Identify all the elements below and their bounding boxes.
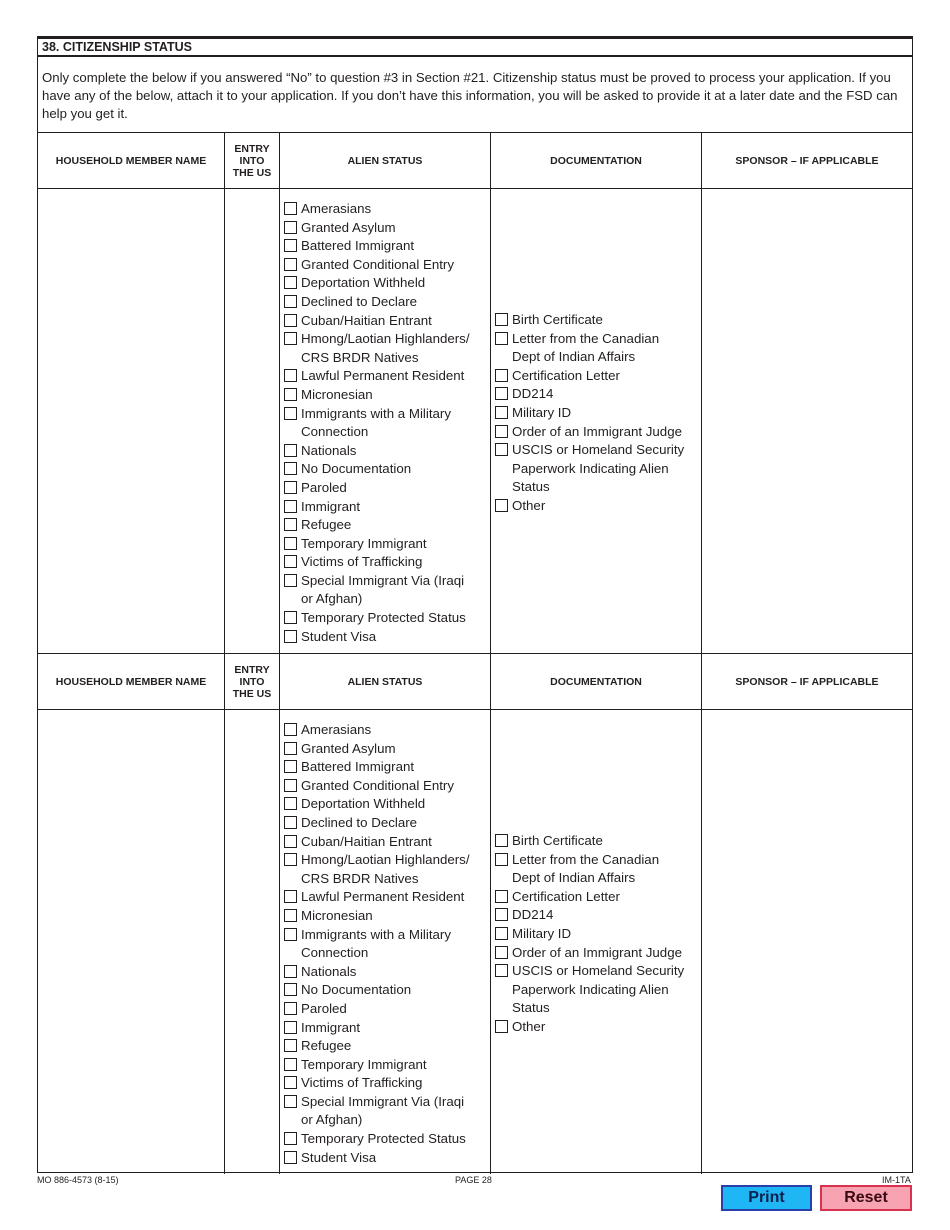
alien-status-option[interactable] <box>284 795 470 814</box>
option-label-line: No Documentation <box>301 982 412 998</box>
option-label-line: Hmong/Laotian Highlanders/ <box>301 331 470 347</box>
form-number: MO 886-4573 (8-15) <box>37 1175 119 1185</box>
option-label-line: Lawful Permanent Resident <box>301 368 465 384</box>
citizenship-status-form <box>37 36 913 1173</box>
option-label <box>301 330 470 367</box>
checkbox[interactable] <box>284 481 297 494</box>
checkbox[interactable] <box>284 1076 297 1089</box>
option-label <box>301 1019 360 1038</box>
alien-status-option[interactable] <box>284 386 470 405</box>
col-divider-2 <box>279 132 280 1174</box>
option-label-line: Paperwork Indicating Alien <box>512 460 669 476</box>
option-label-line: Connection <box>301 424 369 440</box>
option-label-line: Granted Asylum <box>301 219 396 235</box>
option-label <box>512 851 659 888</box>
option-label <box>512 441 684 497</box>
documentation-option[interactable] <box>495 497 684 516</box>
header-household-member-name: HOUSEHOLD MEMBER NAME <box>55 154 207 167</box>
option-label-line: Hmong/Laotian Highlanders/ <box>301 852 470 868</box>
checkbox[interactable] <box>495 443 508 456</box>
option-label <box>512 330 659 367</box>
option-label <box>301 833 432 852</box>
alien-status-option[interactable] <box>284 367 470 386</box>
option-label-line: No Documentation <box>301 461 412 477</box>
checkbox[interactable] <box>495 406 508 419</box>
checkbox[interactable] <box>495 908 508 921</box>
option-label <box>301 758 414 777</box>
checkbox[interactable] <box>284 928 297 941</box>
option-label <box>301 553 422 572</box>
option-label-line: or Afghan) <box>301 1112 363 1128</box>
header-alien-status: ALIEN STATUS <box>347 675 423 688</box>
option-label-line: Student Visa <box>301 1149 377 1165</box>
checkbox[interactable] <box>284 1039 297 1052</box>
option-label <box>512 925 571 944</box>
option-label-line: Letter from the Canadian <box>512 851 660 867</box>
sponsor-field-2[interactable] <box>702 710 912 1174</box>
checkbox[interactable] <box>495 499 508 512</box>
alien-status-option[interactable] <box>284 237 470 256</box>
alien-status-option[interactable] <box>284 1056 470 1075</box>
checkbox[interactable] <box>495 369 508 382</box>
option-label <box>301 814 417 833</box>
option-label-line: Order of an Immigrant Judge <box>512 423 682 439</box>
checkbox[interactable] <box>495 927 508 940</box>
option-label-line: Connection <box>301 945 369 961</box>
option-label <box>512 423 682 442</box>
documentation-option[interactable] <box>495 906 684 925</box>
header-documentation: DOCUMENTATION <box>550 154 642 167</box>
alien-status-option[interactable] <box>284 1093 470 1130</box>
option-label-line: Dept of Indian Affairs <box>512 870 636 886</box>
alien-status-option[interactable] <box>284 888 470 907</box>
checkbox[interactable] <box>284 1058 297 1071</box>
alien-status-option[interactable] <box>284 981 470 1000</box>
option-label-line: Refugee <box>301 1038 352 1054</box>
header-sponsor: SPONSOR – IF APPLICABLE <box>735 675 879 688</box>
checkbox[interactable] <box>284 388 297 401</box>
option-label <box>301 926 451 963</box>
checkbox[interactable] <box>495 425 508 438</box>
option-label-line: Amerasians <box>301 201 372 216</box>
option-label-line: Other <box>512 497 546 513</box>
option-label <box>301 888 464 907</box>
option-label-line: Letter from the Canadian <box>512 330 660 346</box>
option-label <box>301 609 466 628</box>
checkbox[interactable] <box>284 816 297 829</box>
checkbox[interactable] <box>284 1151 297 1164</box>
checkbox[interactable] <box>495 890 508 903</box>
alien-status-option[interactable] <box>284 1074 470 1093</box>
header-alien-status: ALIEN STATUS <box>347 154 423 167</box>
alien-status-option[interactable] <box>284 926 470 963</box>
option-label <box>301 1093 464 1130</box>
option-label <box>301 1130 466 1149</box>
checkbox[interactable] <box>284 202 297 215</box>
checkbox[interactable] <box>495 964 508 977</box>
checkbox[interactable] <box>495 1020 508 1033</box>
alien-status-option[interactable] <box>284 963 470 982</box>
option-label-line: Certification Letter <box>512 367 620 383</box>
option-label-line: Dept of Indian Affairs <box>512 349 636 365</box>
page-number: PAGE 28 <box>455 1175 492 1185</box>
option-label <box>301 237 414 256</box>
option-label <box>301 498 360 517</box>
checkbox[interactable] <box>284 555 297 568</box>
option-label-line: Certification Letter <box>512 888 620 904</box>
checkbox[interactable] <box>284 444 297 457</box>
option-label-line: Cuban/Haitian Entrant <box>301 833 432 849</box>
option-label <box>301 795 425 814</box>
option-label-line: Special Immigrant Via (Iraqi <box>301 572 465 588</box>
documentation-option[interactable] <box>495 385 684 404</box>
alien-status-option[interactable] <box>284 405 470 442</box>
option-label-line: Immigrant <box>301 498 361 514</box>
option-label <box>512 311 603 330</box>
form-code: IM-1TA <box>882 1175 911 1185</box>
alien-status-option[interactable] <box>284 442 470 461</box>
option-label-line: Victims of Trafficking <box>301 1075 423 1091</box>
alien-status-list-2 <box>284 721 470 1167</box>
alien-status-option[interactable] <box>284 1037 470 1056</box>
checkbox[interactable] <box>284 853 297 866</box>
alien-status-option[interactable] <box>284 460 470 479</box>
option-label-line: Status <box>512 479 550 495</box>
option-label-line: Deportation Withheld <box>301 275 426 291</box>
option-label-line: DD214 <box>512 907 554 923</box>
option-label-line: Military ID <box>512 404 572 420</box>
option-label <box>301 1056 427 1075</box>
option-label-line: Nationals <box>301 442 357 458</box>
option-label <box>512 832 603 851</box>
option-label <box>512 906 553 925</box>
option-label <box>301 460 411 479</box>
checkbox[interactable] <box>495 946 508 959</box>
documentation-option[interactable] <box>495 367 684 386</box>
option-label-line: Status <box>512 1000 550 1016</box>
option-label <box>301 256 454 275</box>
option-label <box>512 962 684 1018</box>
checkbox[interactable] <box>284 890 297 903</box>
documentation-option[interactable] <box>495 441 684 497</box>
option-label-line: Amerasians <box>301 722 372 737</box>
option-label <box>301 1000 347 1019</box>
alien-status-option[interactable] <box>284 516 470 535</box>
checkbox[interactable] <box>284 276 297 289</box>
header-entry-into-us: ENTRY INTO THE US <box>232 142 272 179</box>
option-label-line: Micronesian <box>301 907 373 923</box>
entry-into-us-field-2[interactable] <box>225 710 279 1174</box>
checkbox[interactable] <box>284 518 297 531</box>
alien-status-option[interactable] <box>284 200 470 219</box>
option-label-line: Paperwork Indicating Alien <box>512 981 669 997</box>
checkbox[interactable] <box>284 835 297 848</box>
documentation-list-2 <box>495 832 684 1037</box>
alien-status-option[interactable] <box>284 330 470 367</box>
checkbox[interactable] <box>284 1095 297 1108</box>
option-label <box>301 405 451 442</box>
option-label <box>301 963 356 982</box>
alien-status-option[interactable] <box>284 312 470 331</box>
col-divider-3 <box>490 132 491 1174</box>
option-label-line: Declined to Declare <box>301 293 418 309</box>
option-label-line: Deportation Withheld <box>301 796 426 812</box>
option-label <box>301 535 427 554</box>
checkbox[interactable] <box>284 407 297 420</box>
alien-status-option[interactable] <box>284 814 470 833</box>
documentation-option[interactable] <box>495 925 684 944</box>
option-label <box>301 516 351 535</box>
alien-status-option[interactable] <box>284 628 470 647</box>
checkbox[interactable] <box>284 258 297 271</box>
checkbox[interactable] <box>284 239 297 252</box>
checkbox[interactable] <box>284 500 297 513</box>
checkbox[interactable] <box>284 611 297 624</box>
option-label-line: Temporary Immigrant <box>301 535 427 551</box>
alien-status-option[interactable] <box>284 1019 470 1038</box>
household-member-name-field-2[interactable] <box>38 710 224 1174</box>
alien-status-option[interactable] <box>284 833 470 852</box>
checkbox[interactable] <box>284 909 297 922</box>
option-label <box>301 219 396 238</box>
checkbox[interactable] <box>284 314 297 327</box>
option-label <box>301 628 376 647</box>
option-label-line: Micronesian <box>301 386 373 402</box>
option-label-line: Birth Certificate <box>512 312 603 327</box>
option-label-line: Immigrants with a Military <box>301 926 451 942</box>
checkbox[interactable] <box>284 965 297 978</box>
option-label-line: Immigrants with a Military <box>301 405 451 421</box>
option-label <box>301 479 347 498</box>
option-label <box>512 385 553 404</box>
option-label-line: Battered Immigrant <box>301 238 415 254</box>
option-label-line: Nationals <box>301 963 357 979</box>
documentation-option[interactable] <box>495 423 684 442</box>
option-label <box>301 907 373 926</box>
header-household-member-name: HOUSEHOLD MEMBER NAME <box>55 675 207 688</box>
documentation-option[interactable] <box>495 851 684 888</box>
option-label <box>301 981 411 1000</box>
section-title: 38. CITIZENSHIP STATUS <box>38 39 912 57</box>
option-label <box>301 572 464 609</box>
checkbox[interactable] <box>284 983 297 996</box>
option-label <box>301 200 371 219</box>
option-label-line: Student Visa <box>301 628 377 644</box>
alien-status-option[interactable] <box>284 740 470 759</box>
checkbox[interactable] <box>284 1002 297 1015</box>
checkbox[interactable] <box>284 1021 297 1034</box>
option-label <box>301 1074 422 1093</box>
alien-status-option[interactable] <box>284 758 470 777</box>
alien-status-option[interactable] <box>284 256 470 275</box>
checkbox[interactable] <box>284 760 297 773</box>
documentation-option[interactable] <box>495 311 684 330</box>
option-label-line: Temporary Protected Status <box>301 610 466 626</box>
option-label-line: Other <box>512 1018 546 1034</box>
header-entry-into-us: ENTRY INTO THE US <box>232 663 272 700</box>
option-label <box>301 367 464 386</box>
alien-status-option[interactable] <box>284 553 470 572</box>
alien-status-option[interactable] <box>284 572 470 609</box>
section-intro: Only complete the below if you answered “No” to question #3 in Section #21. Citizenship status must be proved to process your application. If you have any of the below, attach it to your application. If you don’t have this information, you will be asked to provide it at a later date and the FSD can help you get it. <box>42 70 898 121</box>
option-label-line: Special Immigrant Via (Iraqi <box>301 1093 465 1109</box>
alien-status-option[interactable] <box>284 907 470 926</box>
option-label <box>512 888 620 907</box>
option-label-line: USCIS or Homeland Security <box>512 963 685 979</box>
documentation-list-1 <box>495 311 684 516</box>
checkbox[interactable] <box>495 853 508 866</box>
alien-status-option[interactable] <box>284 1000 470 1019</box>
option-label-line: Paroled <box>301 479 347 495</box>
option-label <box>512 367 620 386</box>
option-label <box>301 274 425 293</box>
checkbox[interactable] <box>495 332 508 345</box>
reset-button[interactable]: Reset <box>820 1185 912 1211</box>
checkbox[interactable] <box>284 295 297 308</box>
option-label-line: or Afghan) <box>301 591 363 607</box>
alien-status-option[interactable] <box>284 1149 470 1168</box>
option-label-line: Granted Conditional Entry <box>301 777 454 793</box>
option-label-line: Victims of Trafficking <box>301 554 423 570</box>
option-label <box>512 944 682 963</box>
checkbox[interactable] <box>284 779 297 792</box>
checkbox[interactable] <box>284 723 297 736</box>
alien-status-option[interactable] <box>284 609 470 628</box>
checkbox[interactable] <box>284 462 297 475</box>
option-label <box>301 293 417 312</box>
checkbox[interactable] <box>284 369 297 382</box>
checkbox[interactable] <box>495 387 508 400</box>
option-label <box>512 404 571 423</box>
alien-status-option[interactable] <box>284 535 470 554</box>
documentation-option[interactable] <box>495 404 684 423</box>
option-label-line: Birth Certificate <box>512 833 603 848</box>
option-label-line: Paroled <box>301 1000 347 1016</box>
option-label-line: Refugee <box>301 517 352 533</box>
header-documentation: DOCUMENTATION <box>550 675 642 688</box>
checkbox[interactable] <box>284 797 297 810</box>
option-label <box>301 721 371 740</box>
checkbox[interactable] <box>284 630 297 643</box>
household-member-name-field-1[interactable] <box>38 189 224 653</box>
checkbox[interactable] <box>284 537 297 550</box>
option-label-line: Temporary Immigrant <box>301 1056 427 1072</box>
option-label <box>512 1018 545 1037</box>
option-label <box>301 386 373 405</box>
checkbox[interactable] <box>495 834 508 847</box>
option-label-line: Temporary Protected Status <box>301 1131 466 1147</box>
checkbox[interactable] <box>284 742 297 755</box>
option-label-line: DD214 <box>512 386 554 402</box>
option-label-line: Battered Immigrant <box>301 759 415 775</box>
option-label-line: Order of an Immigrant Judge <box>512 944 682 960</box>
entry-into-us-field-1[interactable] <box>225 189 279 653</box>
option-label <box>301 851 470 888</box>
alien-status-option[interactable] <box>284 219 470 238</box>
option-label-line: USCIS or Homeland Security <box>512 442 685 458</box>
checkbox[interactable] <box>284 574 297 587</box>
documentation-option[interactable] <box>495 962 684 1018</box>
alien-status-option[interactable] <box>284 498 470 517</box>
documentation-option[interactable] <box>495 1018 684 1037</box>
alien-status-option[interactable] <box>284 777 470 796</box>
alien-status-list-1 <box>284 200 470 646</box>
option-label-line: CRS BRDR Natives <box>301 349 419 365</box>
option-label <box>301 777 454 796</box>
header-sponsor: SPONSOR – IF APPLICABLE <box>735 154 879 167</box>
checkbox[interactable] <box>284 221 297 234</box>
option-label <box>301 442 356 461</box>
checkbox[interactable] <box>495 313 508 326</box>
checkbox[interactable] <box>284 332 297 345</box>
documentation-option[interactable] <box>495 330 684 367</box>
alien-status-option[interactable] <box>284 274 470 293</box>
option-label-line: Granted Asylum <box>301 740 396 756</box>
option-label-line: Military ID <box>512 925 572 941</box>
option-label-line: Declined to Declare <box>301 814 418 830</box>
option-label <box>301 1037 351 1056</box>
alien-status-option[interactable] <box>284 1130 470 1149</box>
option-label-line: Granted Conditional Entry <box>301 256 454 272</box>
sponsor-field-1[interactable] <box>702 189 912 653</box>
option-label-line: Cuban/Haitian Entrant <box>301 312 432 328</box>
alien-status-option[interactable] <box>284 851 470 888</box>
option-label <box>512 497 545 516</box>
option-label <box>301 740 396 759</box>
documentation-option[interactable] <box>495 944 684 963</box>
print-button[interactable]: Print <box>721 1185 812 1211</box>
alien-status-option[interactable] <box>284 479 470 498</box>
option-label-line: Lawful Permanent Resident <box>301 889 465 905</box>
option-label-line: CRS BRDR Natives <box>301 870 419 886</box>
option-label <box>301 1149 376 1168</box>
option-label-line: Immigrant <box>301 1019 361 1035</box>
checkbox[interactable] <box>284 1132 297 1145</box>
option-label <box>301 312 432 331</box>
documentation-option[interactable] <box>495 888 684 907</box>
documentation-option[interactable] <box>495 832 684 851</box>
alien-status-option[interactable] <box>284 721 470 740</box>
alien-status-option[interactable] <box>284 293 470 312</box>
